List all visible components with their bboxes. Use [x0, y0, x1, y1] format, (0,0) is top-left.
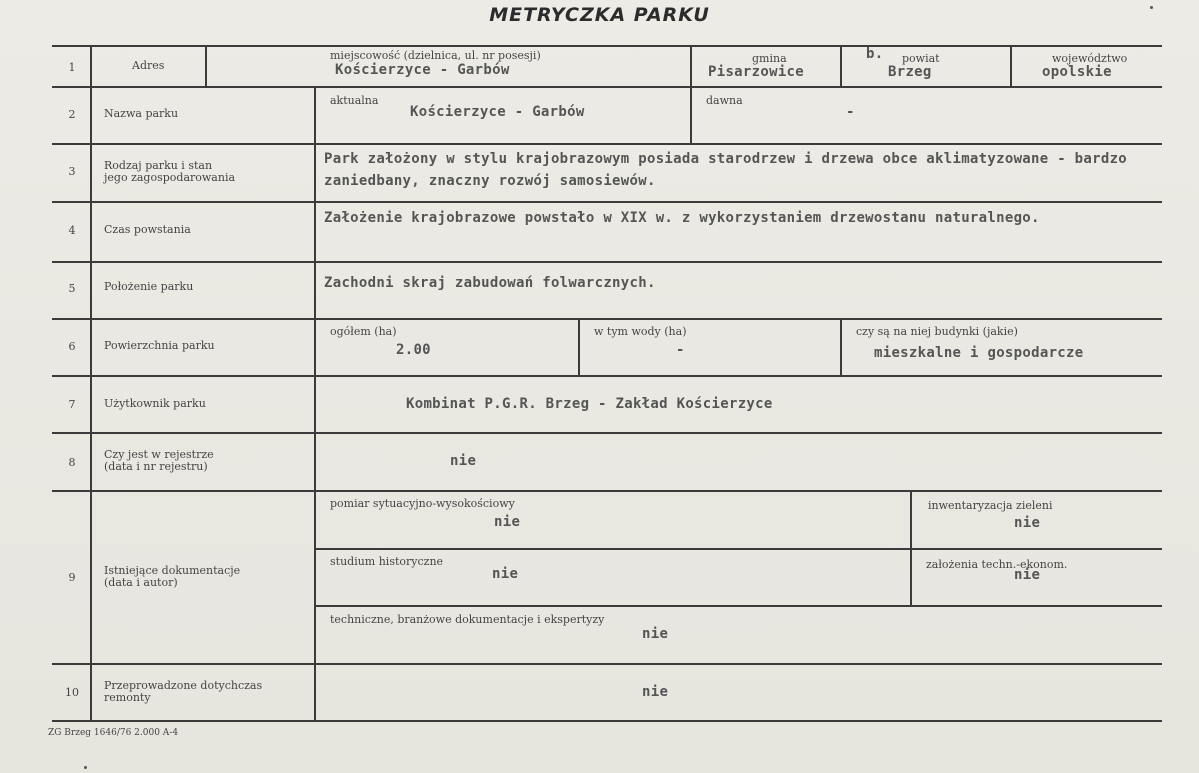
registry-value: nie — [450, 453, 477, 469]
wojewodztwo-label: województwo — [1052, 52, 1128, 65]
rule-7 — [52, 432, 1162, 434]
rule-5 — [52, 318, 1162, 320]
rule-bottom — [52, 720, 1162, 722]
origin-text: Założenie krajobrazowe powstało w XIX w. z wykorzystaniem drzewostanu naturalnego. — [324, 210, 1040, 226]
name-former-value: - — [846, 104, 855, 120]
vrule-powiat — [840, 45, 842, 86]
gmina-label: gmina — [752, 52, 787, 65]
row-label-rodzaj: Rodzaj parku i stan jego zagospodarowania — [104, 159, 236, 184]
area-water-value: - — [676, 342, 685, 358]
powiat-label: powiat — [902, 52, 940, 65]
historical-value: nie — [492, 566, 519, 582]
name-current-value: Kościerzyce - Garbów — [410, 104, 585, 120]
survey-value: nie — [494, 514, 521, 530]
row-label-adres: Adres — [132, 59, 165, 72]
speck — [84, 766, 87, 769]
area-buildings-label: czy są na niej budynki (jakie) — [856, 325, 1018, 338]
rule-9a — [316, 548, 1162, 550]
row-number: 2 — [68, 108, 76, 121]
name-former-label: dawna — [706, 94, 743, 107]
area-water-label: w tym wody (ha) — [594, 325, 687, 338]
row-number: 8 — [68, 456, 76, 469]
row-label-powierzchnia: Powierzchnia parku — [104, 339, 215, 352]
area-total-label: ogółem (ha) — [330, 325, 397, 338]
row-label-remonty: Przeprowadzone dotychczas remonty — [104, 679, 263, 704]
park-user-value: Kombinat P.G.R. Brzeg - Zakład Kościerzyce — [406, 396, 773, 412]
row-number: 9 — [68, 571, 76, 584]
row-number: 10 — [65, 686, 79, 699]
powiat-prefix: b. — [866, 46, 884, 62]
vrule-woj — [1010, 45, 1012, 86]
historical-label: studium historyczne — [330, 555, 444, 568]
row-label-czas: Czas powstania — [104, 223, 191, 236]
speck — [1150, 6, 1153, 9]
rule-1 — [52, 86, 1162, 88]
area-buildings-value: mieszkalne i gospodarcze — [874, 345, 1084, 361]
vrule-adres — [205, 45, 207, 86]
wojewodztwo-value: opolskie — [1042, 64, 1112, 80]
techecon-label: założenia techn.-ekonom. — [926, 558, 1068, 571]
locality-label: miejscowość (dzielnica, ul. nr posesji) — [330, 49, 541, 62]
row-number: 4 — [68, 224, 76, 237]
rule-9b — [316, 605, 1162, 607]
rule-3 — [52, 201, 1162, 203]
row-number: 5 — [68, 282, 76, 295]
vrule-gmina — [690, 45, 692, 86]
locality-value: Kościerzyce - Garbów — [335, 62, 510, 78]
vrule-docs — [910, 490, 912, 605]
rule-8 — [52, 490, 1162, 492]
location-text: Zachodni skraj zabudowań folwarcznych. — [324, 275, 656, 291]
form-footer: ZG Brzeg 1646/76 2.000 A-4 — [48, 728, 179, 738]
row-number: 6 — [68, 340, 76, 353]
vrule-buildings — [840, 318, 842, 375]
technical-label: techniczne, branżowe dokumentacje i ekspertyzy — [330, 613, 605, 626]
survey-label: pomiar sytuacyjno-wysokościowy — [330, 497, 515, 510]
technical-value: nie — [642, 626, 669, 642]
techecon-value: nie — [1014, 567, 1041, 583]
rule-4 — [52, 261, 1162, 263]
rule-9 — [52, 663, 1162, 665]
park-type-text: Park założony w stylu krajobrazowym posiada starodrzew i drzewa obce aklimatyzowane - bardzo zaniedbany, znaczny rozwój samosiewów. — [324, 151, 1128, 189]
row-label-polozenie: Położenie parku — [104, 280, 194, 293]
vrule-dawna — [690, 86, 692, 143]
vrule-label — [90, 45, 92, 722]
page-title: METRYCZKA PARKU — [489, 4, 710, 26]
inventory-label: inwentaryzacja zieleni — [928, 499, 1053, 512]
rule-top — [52, 45, 1162, 47]
row-number: 1 — [68, 61, 76, 74]
row-label-rejestr: Czy jest w rejestrze (data i nr rejestru) — [104, 448, 214, 473]
gmina-value: Pisarzowice — [708, 64, 805, 80]
area-total-value: 2.00 — [396, 342, 431, 358]
name-current-label: aktualna — [330, 94, 379, 107]
vrule-content — [314, 86, 316, 722]
inventory-value: nie — [1014, 515, 1041, 531]
row-number: 7 — [68, 398, 76, 411]
vrule-water — [578, 318, 580, 375]
row-number: 3 — [68, 165, 76, 178]
row-label-nazwa: Nazwa parku — [104, 107, 179, 120]
row-label-dokumentacje: Istniejące dokumentacje (data i autor) — [104, 564, 241, 589]
powiat-value: Brzeg — [888, 64, 932, 80]
rule-2 — [52, 143, 1162, 145]
row-label-uzytkownik: Użytkownik parku — [104, 397, 206, 410]
repairs-value: nie — [642, 684, 669, 700]
rule-6 — [52, 375, 1162, 377]
